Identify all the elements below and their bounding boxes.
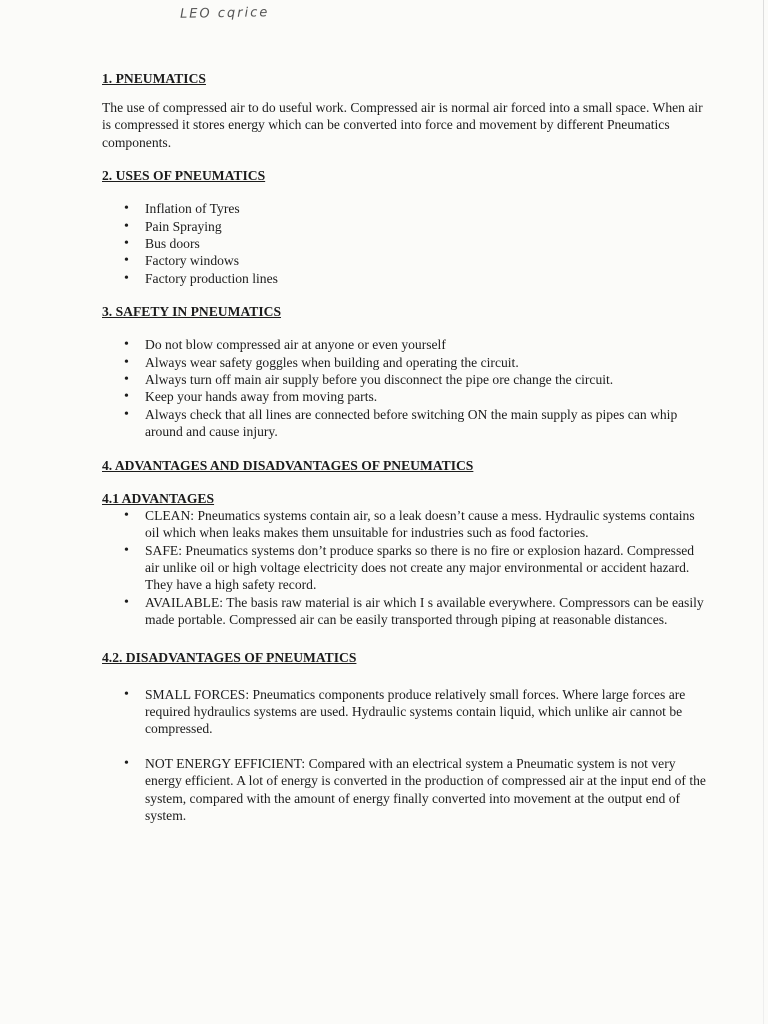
heading-uses: 2. USES OF PNEUMATICS: [102, 168, 266, 184]
list-item: • Keep your hands away from moving parts.: [102, 388, 708, 405]
safety-list: [102, 336, 708, 440]
uses-list: [102, 200, 708, 287]
list-item: • Factory windows: [102, 252, 708, 269]
list-item: • SAFE: Pneumatics systems don’t produce sparks so there is no fire or explosion hazard. Compressed air unlike oil or high voltage electricity does not create any major environmental or accident hazard. They have a high safety record.: [102, 542, 708, 594]
list-item: • SMALL FORCES: Pneumatics components produce relatively small forces. Where large forces are required hydraulics systems are used. Hydraulic systems contain liquid, which unlike air cannot be compressed.: [102, 686, 708, 738]
pneumatics-definition: The use of compressed air to do useful work. Compressed air is normal air forced into a small space. When air is compressed it stores energy which can be converted into force and movement by different Pneumatics components.: [102, 100, 703, 150]
handwritten-note: LEO cqrice: [179, 5, 270, 22]
list-item: • AVAILABLE: The basis raw material is air which I s available everywhere. Compressors can be easily made portable. Compressed air can be easily transported through piping at reasonable distances.: [102, 594, 708, 629]
list-item: • Bus doors: [102, 235, 708, 252]
list-item: • Always turn off main air supply before you disconnect the pipe ore change the circuit.: [102, 371, 708, 388]
list-item: • Factory production lines: [102, 270, 708, 287]
document-body: [102, 70, 708, 824]
list-item: • CLEAN: Pneumatics systems contain air, so a leak doesn’t cause a mess. Hydraulic systems contains oil which when leaks makes them unsuitable for industries such as food factories.: [102, 507, 708, 542]
list-item: • Always wear safety goggles when building and operating the circuit.: [102, 354, 708, 371]
disadvantages-list: [102, 686, 708, 825]
heading-pneumatics: 1. PNEUMATICS: [102, 71, 206, 86]
heading-advantages: 4.1 ADVANTAGES: [102, 490, 215, 506]
list-item: • Do not blow compressed air at anyone or even yourself: [102, 336, 708, 353]
list-item: • Inflation of Tyres: [102, 200, 708, 217]
page-edge: [763, 0, 764, 1024]
list-item: • NOT ENERGY EFFICIENT: Compared with an electrical system a Pneumatic system is not very energy efficient. A lot of energy is converted in the production of compressed air at the input end of the system, compared with the amount of energy finally converted into movement at the output end of system.: [102, 755, 708, 825]
list-item: • Pain Spraying: [102, 218, 708, 235]
advantages-list: [102, 507, 708, 629]
heading-advantages-disadvantages: 4. ADVANTAGES AND DISADVANTAGES OF PNEUMATICS: [102, 457, 474, 473]
list-item: • Always check that all lines are connected before switching ON the main supply as pipes can whip around and cause injury.: [102, 406, 708, 441]
heading-disadvantages: 4.2. DISADVANTAGES OF PNEUMATICS: [102, 649, 357, 665]
heading-safety: 3. SAFETY IN PNEUMATICS: [102, 304, 282, 320]
